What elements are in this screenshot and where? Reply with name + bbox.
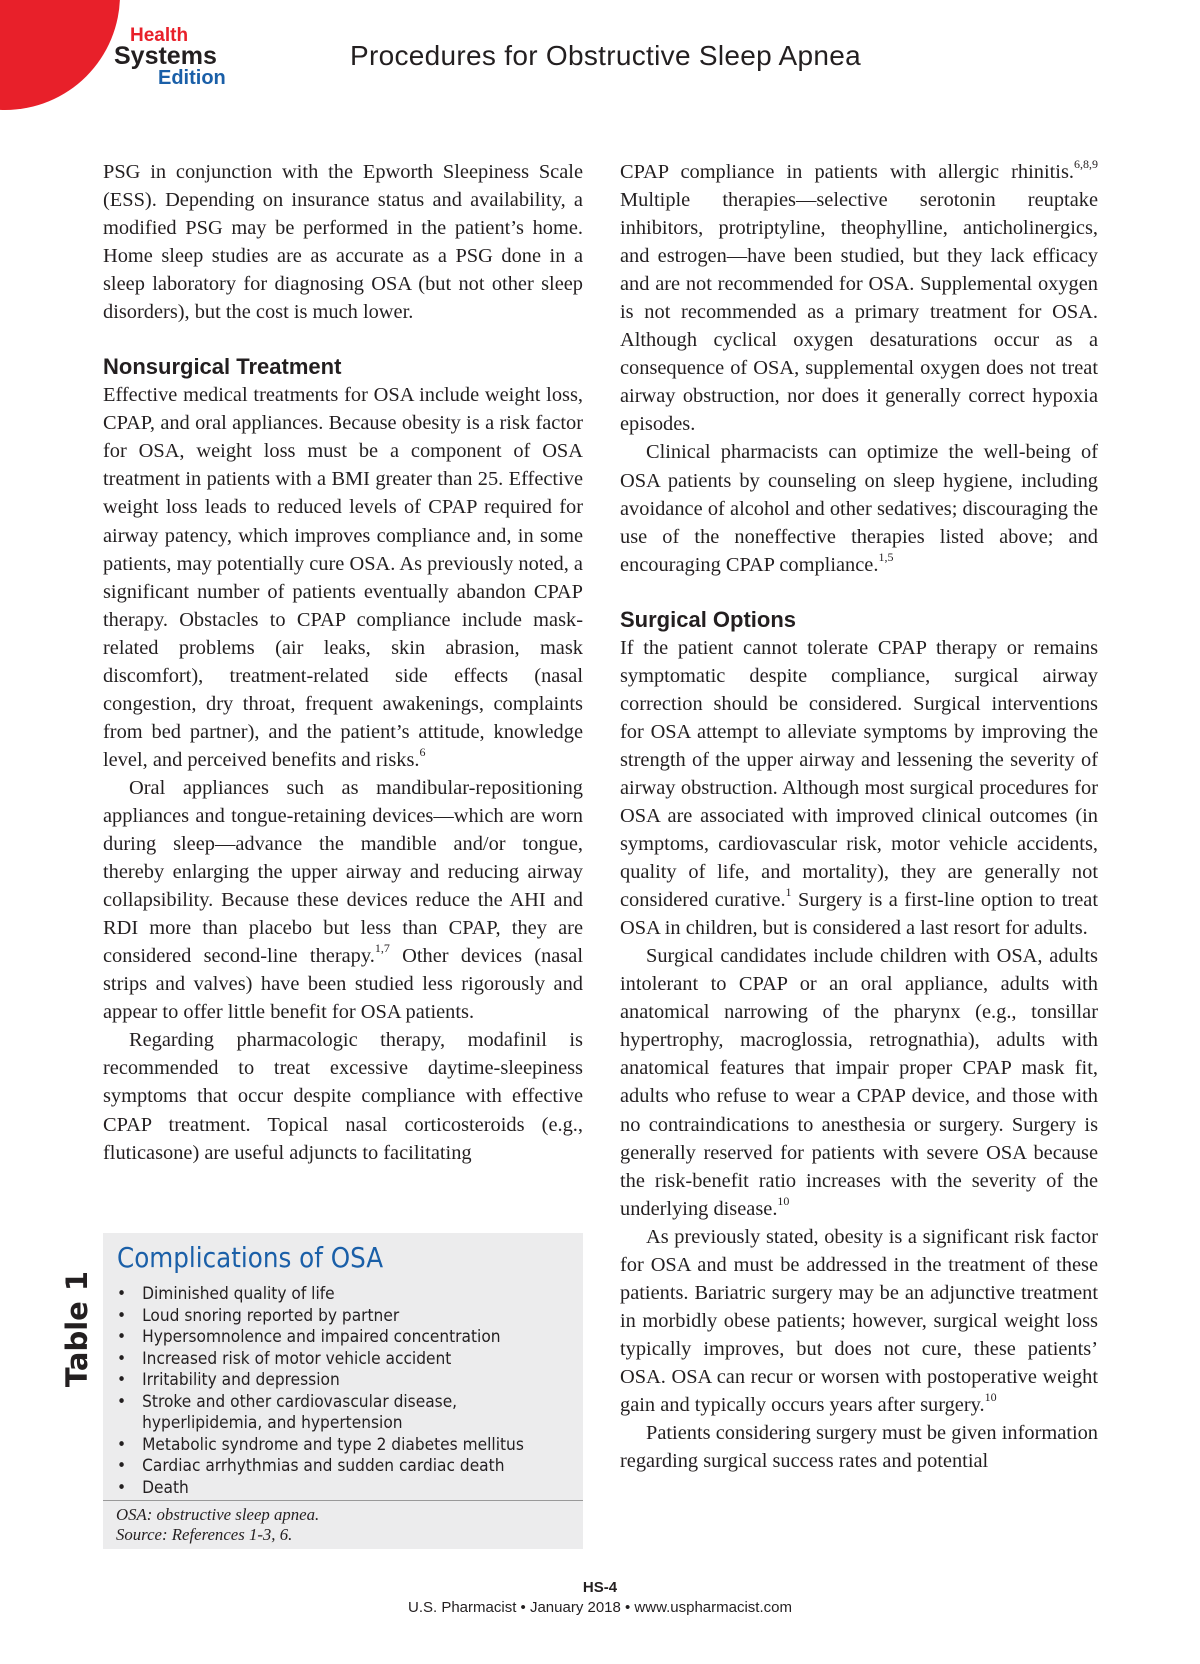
logo-systems: Systems	[114, 42, 217, 70]
list-item: • Stroke and other cardiovascular disease, hyperlipidemia, and hypertension	[117, 1391, 554, 1434]
nonsurgical-paragraph-3: Regarding pharmacologic therapy, modafinil is recommended to treat excessive daytime-sleepiness symptoms that occur despite compliance with effective CPAP treatment. Topical nasal corticosteroids (e.g., fluticasone) are useful adjuncts to facilitating	[103, 1029, 583, 1164]
list-item: • Cardiac arrhythmias and sudden cardiac death	[117, 1455, 554, 1477]
page-number: HS-4	[582, 1579, 618, 1596]
right-paragraph-1	[620, 158, 1098, 438]
abbreviation-note: OSA: obstructive sleep apnea.	[116, 1505, 320, 1524]
paragraph-text: If the patient cannot tolerate CPAP therapy or remains symptomatic despite compliance, surgical airway correction should be considered. Surgical interventions for OSA attempt to alleviate symptoms by improving the strength of the upper airway and lessening the severity of airway obstruction. Although most surgical procedures for OSA are associated with improved clinical outcomes (in symptoms, cardiovascular risk, motor vehicle accidents, quality of life, and mortality), they are generally not considered curative.	[620, 636, 1098, 912]
paragraph-text: Multiple therapies—selective serotonin reuptake inhibitors, protriptyline, theophylline, anticholinergics, and estrogen—have been studied, but they lack efficacy and are not recommended for OSA. Supplemental oxygen is not recommended as a primary treatment for OSA. Although cyclical oxygen desaturations occur as a consequence of OSA, supplemental oxygen does not treat airway obstruction, nor does it generally correct hypoxia episodes.	[620, 189, 1098, 436]
source-note: Source: References 1-3, 6.	[116, 1524, 293, 1544]
paragraph-text: Clinical pharmacists can optimize the well-being of OSA patients by counseling on sleep hygiene, including avoidance of alcohol and other sedatives; discouraging the use of the noneffective therapies listed above; and encouraging CPAP compliance.	[620, 441, 1098, 576]
surgical-paragraph-2	[620, 942, 1098, 1222]
surgical-paragraph-4: Patients considering surgery must be given information regarding surgical success rates and potential	[620, 1422, 1098, 1473]
table-notes	[103, 1500, 583, 1544]
surgical-paragraph-3	[620, 1223, 1098, 1419]
reference-superscript: 1,5	[878, 549, 894, 564]
reference-superscript: 10	[777, 1193, 790, 1208]
health-systems-edition-logo	[114, 26, 226, 88]
table-label-text: Table 1	[60, 1270, 94, 1388]
reference-superscript: 1	[785, 885, 792, 900]
nonsurgical-paragraph-1	[103, 381, 583, 774]
reference-superscript: 6	[419, 745, 426, 760]
complications-list	[117, 1283, 554, 1498]
publication-line: U.S. Pharmacist • January 2018 • www.uspharmacist.com	[408, 1599, 792, 1616]
list-item: • Diminished quality of life	[117, 1283, 554, 1305]
paragraph-text: Surgery is a first-line option to treat OSA in children, but is considered a last resort for adults.	[620, 889, 1098, 940]
complications-table	[103, 1233, 583, 1549]
nonsurgical-paragraph-2	[103, 774, 583, 1026]
surgical-heading: Surgical Options	[620, 606, 797, 632]
list-item: • Loud snoring reported by partner	[117, 1305, 554, 1327]
page-title: Procedures for Obstructive Sleep Apnea	[350, 40, 862, 71]
logo-edition: Edition	[158, 67, 226, 89]
paragraph-text: Oral appliances such as mandibular-repositioning appliances and tongue-retaining devices—which are worn during sleep—advance the mandible and/or tongue, thereby enlarging the upper airway and reducing airway collapsibility. Because these devices reduce the AHI and RDI more than placebo but less than CPAP, they are considered second-line therapy.	[103, 776, 583, 968]
reference-superscript: 1,7	[374, 941, 390, 956]
paragraph-text: Surgical candidates include children with OSA, adults intolerant to CPAP or an oral appliance, adults with anatomical narrowing of the pharynx (e.g., tonsillar hypertrophy, macroglossia, retrognathia), adults with anatomical features that impair proper CPAP mask fit, adults who refuse to wear a CPAP device, and those with no contraindications to anesthesia or surgery. Surgery is generally reserved for patients with severe OSA because the risk-benefit ratio increases with the severity of the underlying disease.	[620, 945, 1098, 1220]
paragraph-text: CPAP compliance in patients with allergic rhinitis.	[620, 161, 1074, 183]
reference-superscript: 6,8,9	[1074, 157, 1098, 172]
logo-health: Health	[130, 25, 189, 46]
reference-superscript: 10	[984, 1390, 997, 1405]
paragraph-text: Other devices (nasal strips and valves) have been studied less rigorously and appear to offer little benefit for OSA patients.	[103, 945, 583, 1024]
surgical-paragraph-1	[620, 634, 1098, 943]
list-item: • Death	[117, 1477, 554, 1499]
list-item: • Increased risk of motor vehicle accident	[117, 1348, 554, 1370]
right-column	[620, 158, 1098, 1475]
paragraph-text: Effective medical treatments for OSA include weight loss, CPAP, and oral appliances. Because obesity is a risk factor for OSA, weight loss must be a component of OSA treatment in patients with a BMI greater than 25. Effective weight loss leads to reduced levels of CPAP required for airway patency, which improves compliance and, in some patients, may potentially cure OSA. As previously noted, a significant number of patients eventually abandon CPAP therapy. Obstacles to CPAP compliance include mask-related problems (air leaks, skin abrasion, mask discomfort), treatment-related side effects (nasal congestion, dry throat, frequent awakenings, complaints from bed partner), and the patient’s attitude, knowledge level, and perceived benefits and risks.	[103, 384, 583, 771]
corner-red-circle	[0, 0, 120, 110]
list-item: • Irritability and depression	[117, 1369, 554, 1391]
paragraph-text: As previously stated, obesity is a significant risk factor for OSA and must be addressed in the treatment of these patients. Bariatric surgery may be an adjunctive treatment in morbidly obese patients; however, surgical weight loss typically improves, but does not cure, these patients’ OSA. OSA can recur or worsen with postoperative weight gain and typically occurs years after surgery.	[620, 1225, 1098, 1416]
left-column	[103, 158, 583, 1167]
nonsurgical-heading: Nonsurgical Treatment	[103, 354, 342, 380]
list-item: • Metabolic syndrome and type 2 diabetes mellitus	[117, 1434, 554, 1456]
list-item: • Hypersomnolence and impaired concentration	[117, 1326, 554, 1348]
table-title: Complications of OSA	[117, 1241, 384, 1274]
intro-paragraph: PSG in conjunction with the Epworth Sleepiness Scale (ESS). Depending on insurance status and availability, a modified PSG may be performed in the patient’s home. Home sleep studies are as accurate as a PSG done in a sleep laboratory for diagnosing OSA (but not other sleep disorders), but the cost is much lower.	[103, 161, 583, 324]
right-paragraph-2	[620, 438, 1098, 578]
